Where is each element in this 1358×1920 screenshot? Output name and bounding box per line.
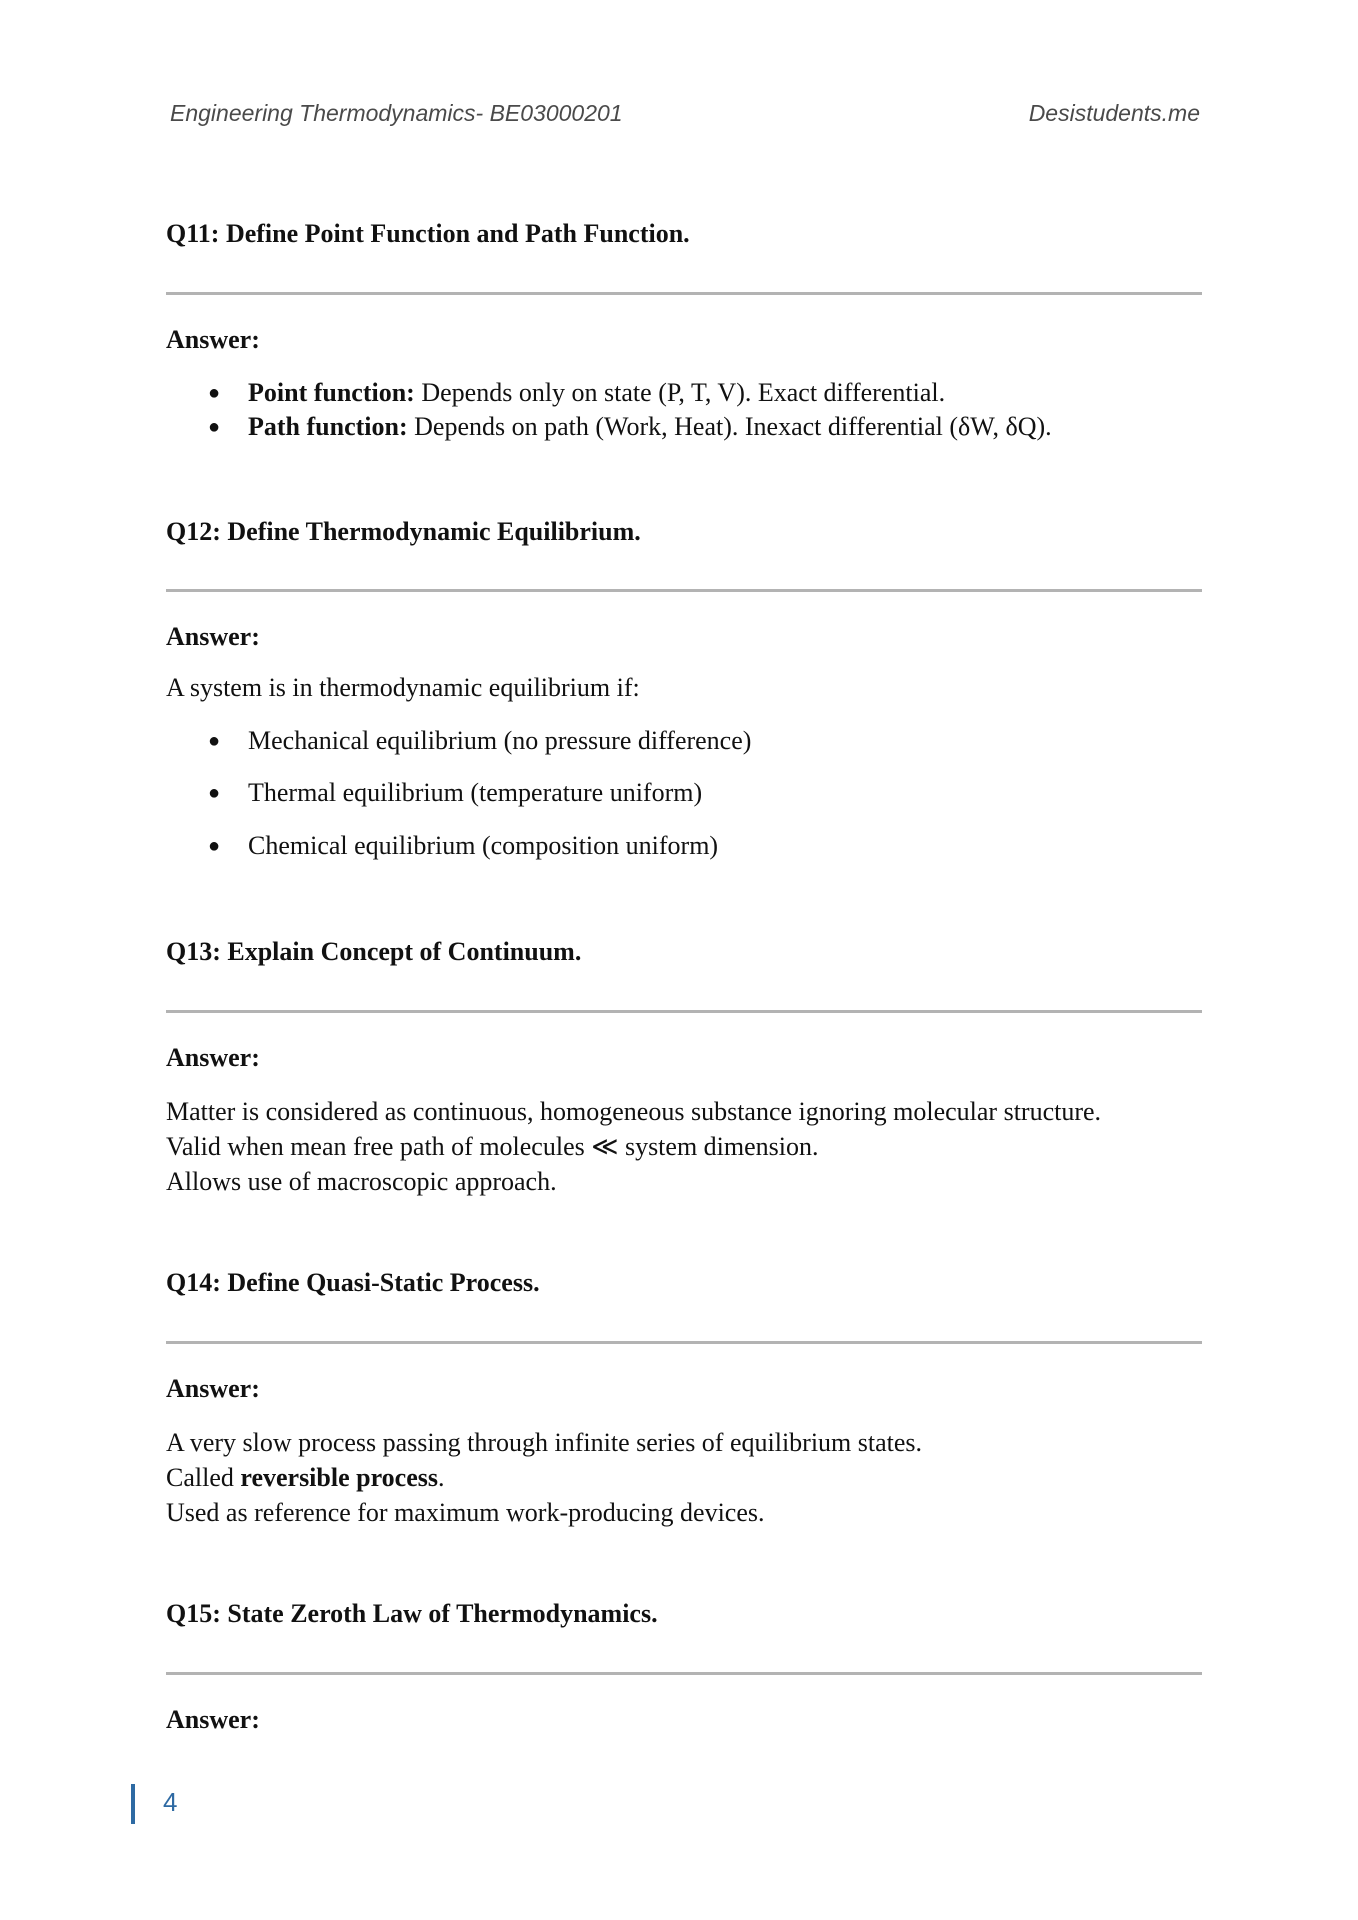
answer-line	[166, 1460, 922, 1495]
list-item	[208, 830, 718, 862]
answer-line: Valid when mean free path of molecules ≪ system dimension.	[166, 1132, 819, 1161]
answer-text: A system is in thermodynamic equilibrium if:	[166, 673, 640, 702]
divider	[166, 292, 1202, 295]
divider	[166, 1010, 1202, 1013]
answer-label: Answer:	[166, 1705, 260, 1734]
term: Path function:	[248, 412, 408, 441]
list-item	[208, 411, 1052, 443]
list-item	[208, 377, 945, 409]
list-item-text: Thermal equilibrium (temperature uniform)	[248, 778, 703, 807]
list-item	[208, 777, 702, 809]
answer-line: Used as reference for maximum work-producing devices.	[166, 1498, 765, 1527]
divider	[166, 589, 1202, 592]
term: Point function:	[248, 378, 415, 407]
footer-accent-bar	[131, 1784, 135, 1824]
answer-label: Answer:	[166, 325, 260, 354]
bold-term: reversible process	[240, 1463, 438, 1492]
list-item-text: Mechanical equilibrium (no pressure difference)	[248, 726, 752, 755]
header-course-title: Engineering Thermodynamics- BE03000201	[170, 100, 623, 126]
bullet-icon: ●	[208, 382, 221, 404]
line-prefix: Called	[166, 1463, 241, 1492]
bullet-icon: ●	[208, 416, 221, 438]
question-title-q11: Q11: Define Point Function and Path Function.	[166, 219, 690, 248]
page-number: 4	[163, 1787, 178, 1817]
definition: Depends on path (Work, Heat). Inexact differential (δW, δQ).	[407, 412, 1052, 441]
list-item-text: Chemical equilibrium (composition uniform)	[248, 831, 719, 860]
divider	[166, 1672, 1202, 1675]
answer-label: Answer:	[166, 1043, 260, 1072]
header-site-name: Desistudents.me	[1028, 100, 1200, 126]
bullet-icon: ●	[208, 835, 221, 857]
bullet-icon: ●	[208, 730, 221, 752]
bullet-icon: ●	[208, 782, 221, 804]
answer-label: Answer:	[166, 1374, 260, 1403]
line-suffix: .	[437, 1463, 445, 1492]
divider	[166, 1341, 1202, 1344]
question-title-q15: Q15: State Zeroth Law of Thermodynamics.	[166, 1599, 658, 1628]
answer-text	[166, 1425, 922, 1530]
answer-label: Answer:	[166, 622, 260, 651]
answer-line: Allows use of macroscopic approach.	[166, 1167, 557, 1196]
question-title-q14: Q14: Define Quasi-Static Process.	[166, 1268, 540, 1297]
list-item	[208, 725, 751, 757]
definition: Depends only on state (P, T, V). Exact differential.	[414, 378, 946, 407]
answer-text	[166, 1094, 1101, 1199]
answer-line: Matter is considered as continuous, homogeneous substance ignoring molecular structure.	[166, 1097, 1102, 1126]
answer-line: A very slow process passing through infinite series of equilibrium states.	[166, 1428, 923, 1457]
question-title-q12: Q12: Define Thermodynamic Equilibrium.	[166, 517, 641, 546]
question-title-q13: Q13: Explain Concept of Continuum.	[166, 937, 582, 966]
